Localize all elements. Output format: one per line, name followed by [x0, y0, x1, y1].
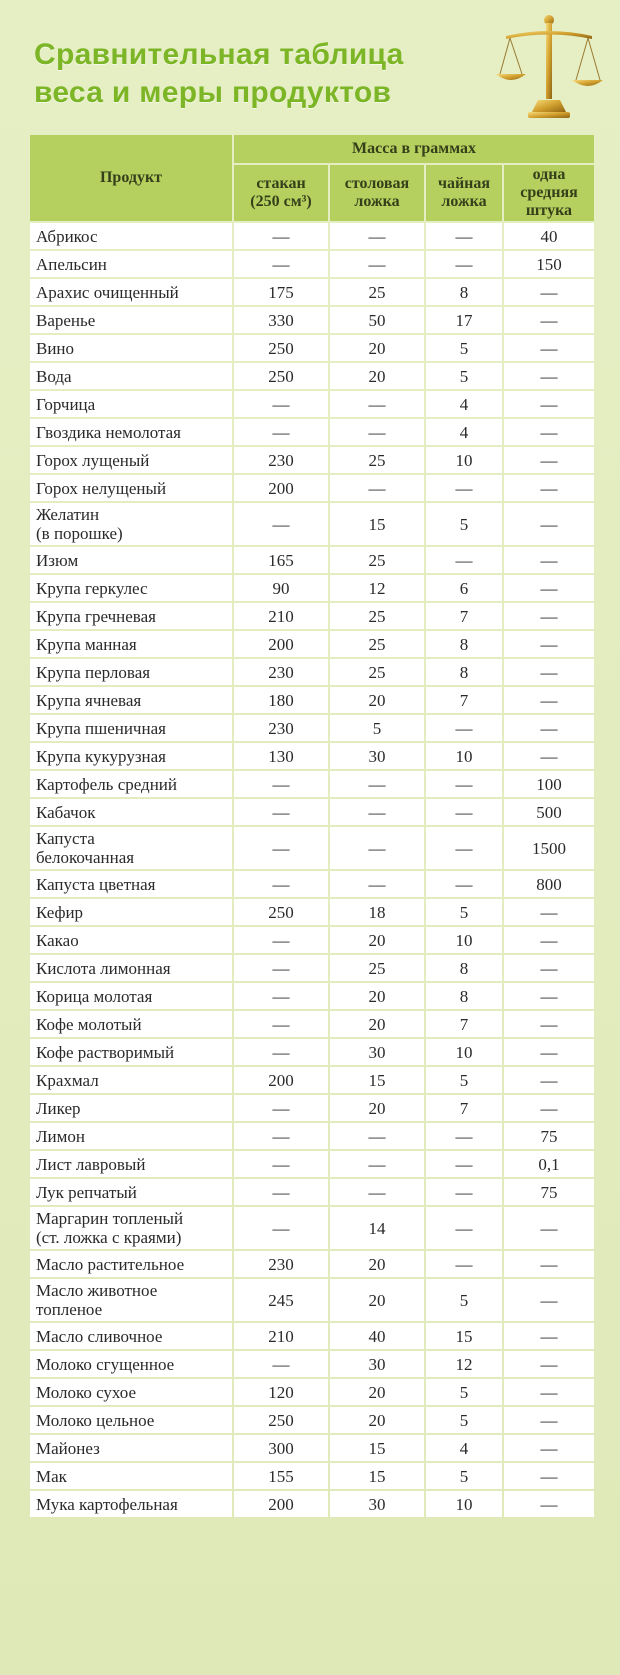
cell-glass: — — [234, 1123, 328, 1149]
cell-tbsp: 25 — [330, 547, 424, 573]
cell-tbsp: — — [330, 799, 424, 825]
title-line-1: Сравнительная таблица — [34, 38, 404, 71]
cell-glass: — — [234, 1179, 328, 1205]
product-name: Лимон — [30, 1123, 232, 1149]
cell-tsp: 5 — [426, 1407, 502, 1433]
cell-tbsp: 20 — [330, 335, 424, 361]
cell-glass: — — [234, 871, 328, 897]
cell-glass: 175 — [234, 279, 328, 305]
cell-tsp: 8 — [426, 631, 502, 657]
product-name: Кофе молотый — [30, 1011, 232, 1037]
cell-glass: 230 — [234, 447, 328, 473]
header-piece: одна средняя штука — [504, 165, 594, 221]
cell-glass: — — [234, 1151, 328, 1177]
cell-tsp: 10 — [426, 447, 502, 473]
cell-tsp: 10 — [426, 1039, 502, 1065]
cell-tbsp: 20 — [330, 927, 424, 953]
cell-tbsp: 20 — [330, 1251, 424, 1277]
cell-tbsp: 25 — [330, 603, 424, 629]
table-row — [30, 871, 594, 897]
cell-tsp: — — [426, 475, 502, 501]
table-row — [30, 687, 594, 713]
cell-piece: — — [504, 1279, 594, 1321]
table-row — [30, 1435, 594, 1461]
header-teaspoon: чайная ложка — [426, 165, 502, 221]
table-row — [30, 307, 594, 333]
cell-tbsp: 12 — [330, 575, 424, 601]
cell-tbsp: 25 — [330, 631, 424, 657]
cell-glass: 330 — [234, 307, 328, 333]
cell-glass: — — [234, 1011, 328, 1037]
product-name: Вино — [30, 335, 232, 361]
cell-piece: — — [504, 955, 594, 981]
product-name: Молоко сухое — [30, 1379, 232, 1405]
cell-glass: 300 — [234, 1435, 328, 1461]
table-row — [30, 927, 594, 953]
cell-glass: 180 — [234, 687, 328, 713]
cell-glass: — — [234, 1351, 328, 1377]
cell-tsp: 7 — [426, 1095, 502, 1121]
table-row — [30, 575, 594, 601]
cell-glass: 230 — [234, 659, 328, 685]
cell-piece: 1500 — [504, 827, 594, 869]
cell-tsp: — — [426, 771, 502, 797]
product-name: Какао — [30, 927, 232, 953]
cell-glass: 90 — [234, 575, 328, 601]
table-row — [30, 547, 594, 573]
product-name: Ликер — [30, 1095, 232, 1121]
cell-tbsp: 30 — [330, 1491, 424, 1517]
cell-glass: — — [234, 827, 328, 869]
cell-piece: — — [504, 603, 594, 629]
product-name: Крупа перловая — [30, 659, 232, 685]
cell-tbsp: 18 — [330, 899, 424, 925]
cell-tbsp: 25 — [330, 955, 424, 981]
header-glass: стакан (250 см³) — [234, 165, 328, 221]
cell-glass: — — [234, 927, 328, 953]
table-row — [30, 955, 594, 981]
cell-piece: 100 — [504, 771, 594, 797]
product-name: Масло растительное — [30, 1251, 232, 1277]
cell-piece: — — [504, 1039, 594, 1065]
cell-piece: — — [504, 1407, 594, 1433]
cell-tsp: 10 — [426, 743, 502, 769]
table-row — [30, 447, 594, 473]
table-row — [30, 391, 594, 417]
cell-tsp: — — [426, 827, 502, 869]
cell-tsp: 15 — [426, 1323, 502, 1349]
cell-piece: — — [504, 1095, 594, 1121]
cell-piece: — — [504, 447, 594, 473]
cell-glass: 200 — [234, 1491, 328, 1517]
cell-glass: — — [234, 223, 328, 249]
cell-tbsp: 30 — [330, 1351, 424, 1377]
product-name: Изюм — [30, 547, 232, 573]
cell-tsp: 4 — [426, 391, 502, 417]
product-name: Апельсин — [30, 251, 232, 277]
cell-piece: — — [504, 1463, 594, 1489]
table-body — [30, 223, 594, 1517]
table-row — [30, 363, 594, 389]
header-product: Продукт — [30, 135, 232, 221]
cell-glass: 200 — [234, 475, 328, 501]
cell-tsp: 10 — [426, 1491, 502, 1517]
cell-tbsp: — — [330, 251, 424, 277]
product-name: Варенье — [30, 307, 232, 333]
cell-piece: 75 — [504, 1179, 594, 1205]
cell-piece: — — [504, 1251, 594, 1277]
product-name: Мука картофельная — [30, 1491, 232, 1517]
cell-tsp: — — [426, 871, 502, 897]
table-row — [30, 603, 594, 629]
product-name: Крупа гречневая — [30, 603, 232, 629]
cell-tbsp: 20 — [330, 983, 424, 1009]
product-name: Мак — [30, 1463, 232, 1489]
cell-glass: 250 — [234, 1407, 328, 1433]
cell-tbsp: 25 — [330, 279, 424, 305]
cell-piece: — — [504, 503, 594, 545]
table-row — [30, 1351, 594, 1377]
cell-piece: — — [504, 631, 594, 657]
cell-tbsp: 20 — [330, 1407, 424, 1433]
cell-tbsp: — — [330, 1123, 424, 1149]
cell-tbsp: 15 — [330, 1067, 424, 1093]
cell-piece: 75 — [504, 1123, 594, 1149]
cell-piece: — — [504, 659, 594, 685]
cell-glass: 200 — [234, 1067, 328, 1093]
product-name: Гвоздика немолотая — [30, 419, 232, 445]
cell-glass: 130 — [234, 743, 328, 769]
cell-piece: — — [504, 1067, 594, 1093]
table-row — [30, 223, 594, 249]
cell-piece: — — [504, 1435, 594, 1461]
cell-glass: — — [234, 1095, 328, 1121]
cell-glass: 120 — [234, 1379, 328, 1405]
table-row — [30, 827, 594, 869]
table-row — [30, 771, 594, 797]
table-row — [30, 1463, 594, 1489]
cell-piece: 500 — [504, 799, 594, 825]
page-title — [34, 36, 504, 112]
table-row — [30, 899, 594, 925]
cell-piece: — — [504, 475, 594, 501]
cell-tbsp: 40 — [330, 1323, 424, 1349]
cell-tsp: 12 — [426, 1351, 502, 1377]
table-row — [30, 1039, 594, 1065]
cell-piece: — — [504, 547, 594, 573]
cell-tsp: — — [426, 1179, 502, 1205]
cell-tbsp: — — [330, 391, 424, 417]
table-row — [30, 1207, 594, 1249]
cell-glass: — — [234, 391, 328, 417]
cell-tsp: 8 — [426, 279, 502, 305]
cell-tbsp: 5 — [330, 715, 424, 741]
cell-tsp: 5 — [426, 503, 502, 545]
cell-tsp: — — [426, 1123, 502, 1149]
cell-glass: 250 — [234, 335, 328, 361]
cell-piece: — — [504, 575, 594, 601]
cell-tsp: 7 — [426, 687, 502, 713]
cell-tbsp: 30 — [330, 1039, 424, 1065]
table-row — [30, 715, 594, 741]
cell-tsp: 4 — [426, 1435, 502, 1461]
product-name: Крупа ячневая — [30, 687, 232, 713]
product-name: Горох нелущеный — [30, 475, 232, 501]
cell-tbsp: — — [330, 475, 424, 501]
cell-glass: 200 — [234, 631, 328, 657]
table-row — [30, 1407, 594, 1433]
cell-tsp: — — [426, 715, 502, 741]
product-name: Вода — [30, 363, 232, 389]
cell-tsp: — — [426, 1151, 502, 1177]
product-name: Картофель средний — [30, 771, 232, 797]
product-name: Кефир — [30, 899, 232, 925]
product-name: Лист лавровый — [30, 1151, 232, 1177]
cell-tsp: 5 — [426, 899, 502, 925]
cell-glass: 155 — [234, 1463, 328, 1489]
cell-tsp: — — [426, 547, 502, 573]
table-row — [30, 659, 594, 685]
cell-piece: — — [504, 1491, 594, 1517]
cell-piece: 150 — [504, 251, 594, 277]
cell-tsp: 10 — [426, 927, 502, 953]
cell-tbsp: 15 — [330, 1463, 424, 1489]
table-row — [30, 251, 594, 277]
product-name: Кислота лимонная — [30, 955, 232, 981]
cell-piece: — — [504, 899, 594, 925]
product-name: Крупа геркулес — [30, 575, 232, 601]
table-row — [30, 1279, 594, 1321]
table-row — [30, 335, 594, 361]
cell-glass: 210 — [234, 1323, 328, 1349]
cell-glass: — — [234, 503, 328, 545]
table-row — [30, 1323, 594, 1349]
table-row — [30, 1491, 594, 1517]
product-name: Масло животное топленое — [30, 1279, 232, 1321]
cell-tsp: 8 — [426, 955, 502, 981]
cell-piece: 800 — [504, 871, 594, 897]
cell-glass: 250 — [234, 363, 328, 389]
table-row — [30, 743, 594, 769]
title-line-2: веса и меры продуктов — [34, 76, 392, 109]
product-name: Кофе растворимый — [30, 1039, 232, 1065]
cell-tsp: 6 — [426, 575, 502, 601]
cell-glass: 230 — [234, 715, 328, 741]
cell-tbsp: — — [330, 827, 424, 869]
product-name: Маргарин топленый (ст. ложка с краями) — [30, 1207, 232, 1249]
table-row — [30, 1123, 594, 1149]
weights-table — [28, 133, 596, 1519]
cell-tsp: 7 — [426, 603, 502, 629]
cell-tbsp: 20 — [330, 1011, 424, 1037]
cell-tsp: 5 — [426, 1279, 502, 1321]
table-row — [30, 1179, 594, 1205]
cell-piece: — — [504, 419, 594, 445]
cell-tsp: 8 — [426, 983, 502, 1009]
cell-piece: — — [504, 927, 594, 953]
product-name: Майонез — [30, 1435, 232, 1461]
cell-piece: — — [504, 1379, 594, 1405]
cell-glass: 165 — [234, 547, 328, 573]
header-tablespoon: столовая ложка — [330, 165, 424, 221]
cell-tbsp: 20 — [330, 363, 424, 389]
cell-tsp: — — [426, 1251, 502, 1277]
cell-tsp: 5 — [426, 1463, 502, 1489]
table-row — [30, 983, 594, 1009]
cell-piece: — — [504, 983, 594, 1009]
cell-tbsp: 25 — [330, 659, 424, 685]
product-name: Желатин (в порошке) — [30, 503, 232, 545]
cell-tbsp: 15 — [330, 503, 424, 545]
product-name: Молоко сгущенное — [30, 1351, 232, 1377]
cell-piece: — — [504, 715, 594, 741]
product-name: Капуста белокочанная — [30, 827, 232, 869]
cell-piece: 40 — [504, 223, 594, 249]
table-row — [30, 1095, 594, 1121]
product-name: Капуста цветная — [30, 871, 232, 897]
cell-tbsp: — — [330, 419, 424, 445]
product-name: Корица молотая — [30, 983, 232, 1009]
cell-piece: — — [504, 1011, 594, 1037]
cell-tbsp: 20 — [330, 1379, 424, 1405]
cell-glass: — — [234, 1039, 328, 1065]
cell-tsp: — — [426, 251, 502, 277]
product-name: Молоко цельное — [30, 1407, 232, 1433]
cell-tbsp: — — [330, 1179, 424, 1205]
cell-glass: 250 — [234, 899, 328, 925]
cell-tbsp: — — [330, 771, 424, 797]
product-name: Кабачок — [30, 799, 232, 825]
table-row — [30, 1011, 594, 1037]
table-row — [30, 279, 594, 305]
table-row — [30, 419, 594, 445]
cell-tbsp: 15 — [330, 1435, 424, 1461]
cell-tsp: 7 — [426, 1011, 502, 1037]
cell-glass: — — [234, 771, 328, 797]
product-name: Крупа пшеничная — [30, 715, 232, 741]
cell-tbsp: 30 — [330, 743, 424, 769]
cell-tsp: — — [426, 799, 502, 825]
product-name: Крупа кукурузная — [30, 743, 232, 769]
cell-glass: — — [234, 983, 328, 1009]
table-row — [30, 631, 594, 657]
cell-piece: — — [504, 391, 594, 417]
cell-tbsp: — — [330, 223, 424, 249]
table-row — [30, 475, 594, 501]
scales-icon — [494, 8, 604, 120]
cell-tbsp: 14 — [330, 1207, 424, 1249]
cell-tsp: 5 — [426, 335, 502, 361]
cell-piece: — — [504, 363, 594, 389]
cell-piece: — — [504, 687, 594, 713]
cell-tbsp: — — [330, 1151, 424, 1177]
table-row — [30, 1251, 594, 1277]
cell-glass: — — [234, 1207, 328, 1249]
table-row — [30, 1379, 594, 1405]
table-row — [30, 503, 594, 545]
cell-piece: 0,1 — [504, 1151, 594, 1177]
cell-glass: 245 — [234, 1279, 328, 1321]
cell-tbsp: — — [330, 871, 424, 897]
cell-tbsp: 20 — [330, 1279, 424, 1321]
cell-piece: — — [504, 1351, 594, 1377]
cell-tsp: — — [426, 223, 502, 249]
cell-piece: — — [504, 1207, 594, 1249]
cell-piece: — — [504, 307, 594, 333]
product-name: Абрикос — [30, 223, 232, 249]
cell-tbsp: 20 — [330, 687, 424, 713]
cell-tsp: 5 — [426, 1379, 502, 1405]
cell-tbsp: 25 — [330, 447, 424, 473]
cell-tsp: 4 — [426, 419, 502, 445]
product-name: Горох лущеный — [30, 447, 232, 473]
cell-glass: 210 — [234, 603, 328, 629]
cell-piece: — — [504, 1323, 594, 1349]
cell-glass: — — [234, 955, 328, 981]
product-name: Масло сливочное — [30, 1323, 232, 1349]
cell-glass: — — [234, 799, 328, 825]
table-row — [30, 799, 594, 825]
cell-tsp: — — [426, 1207, 502, 1249]
cell-piece: — — [504, 743, 594, 769]
cell-glass: 230 — [234, 1251, 328, 1277]
header-mass: Масса в граммах — [234, 135, 594, 163]
cell-tsp: 5 — [426, 1067, 502, 1093]
product-name: Лук репчатый — [30, 1179, 232, 1205]
cell-piece: — — [504, 335, 594, 361]
cell-tbsp: 20 — [330, 1095, 424, 1121]
table-row — [30, 1151, 594, 1177]
table-row — [30, 1067, 594, 1093]
cell-tbsp: 50 — [330, 307, 424, 333]
cell-tsp: 5 — [426, 363, 502, 389]
cell-piece: — — [504, 279, 594, 305]
cell-tsp: 17 — [426, 307, 502, 333]
cell-tsp: 8 — [426, 659, 502, 685]
product-name: Горчица — [30, 391, 232, 417]
cell-glass: — — [234, 419, 328, 445]
product-name: Арахис очищенный — [30, 279, 232, 305]
product-name: Крахмал — [30, 1067, 232, 1093]
cell-glass: — — [234, 251, 328, 277]
product-name: Крупа манная — [30, 631, 232, 657]
